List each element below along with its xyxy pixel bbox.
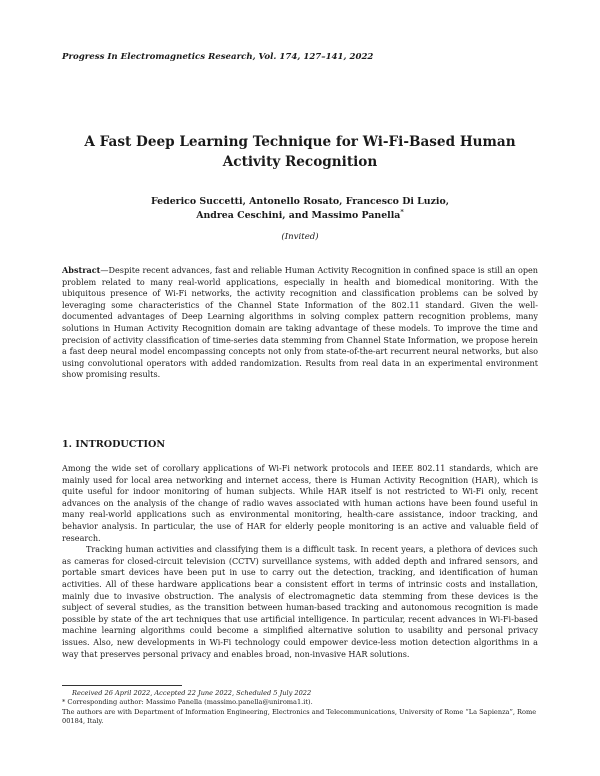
affiliation-note: The authors are with Department of Information Engineering, Electronics and Telecommunications, University of Rome “La Sapienza”, Rome 00184, Italy. — [62, 707, 537, 726]
paragraph: Among the wide set of corollary applications of Wi-Fi network protocols and IEEE 802.11 standards, which are mainly used for local area networking and internet access, there is Human Activity Recognition (HAR), which is quite useful for indoor monitoring of human subjects. While HAR itself is not restricted to Wi-Fi only, recent advances on the analysis of the change of radio waves associated with human actions have been found useful in many real-world applications such as environmental monitoring, health-care assistance, indoor tracking, and behavior analysis. In particular, the use of HAR for elderly people monitoring is an active and valuable field of research. — [62, 463, 538, 543]
corresponding-author-mark: * — [400, 207, 404, 216]
author-list — [62, 195, 538, 223]
abstract-text: —Despite recent advances, fast and reliable Human Activity Recognition in confined space is still an open problem related to many real-world applications, especially in health and biomedical monitoring. With the ubiquitous presence of Wi-Fi networks, the activity recognition and classification problems can be solved by leveraging some characteristics of the Channel State Information of the 802.11 standard. Given the well-documented advantages of Deep Learning algorithms in solving complex pattern recognition problems, many solutions in Human Activity Recognition domain are taking advantage of these models. To improve the time and precision of activity classification of time-series data stemming from Channel State Information, we propose herein a fast deep neural model encompassing concepts not only from state-of-the-art recurrent neural networks, but also using convolutional operators with added randomization. Results from real data in an experimental environment show promising results. — [62, 265, 538, 380]
footnote-divider — [62, 685, 182, 686]
section-heading: 1. INTRODUCTION — [62, 439, 166, 450]
invited-note: (Invited) — [281, 232, 319, 242]
paper-title: A Fast Deep Learning Technique for Wi-Fi-Based Human Activity Recognition — [84, 134, 516, 170]
author-line-2 — [62, 209, 538, 223]
paragraph: Tracking human activities and classifying them is a difficult task. In recent years, a plethora of devices such as cameras for closed-circuit television (CCTV) surveillance systems, with added depth and infrared sensors, and portable smart devices have been put in use to carry out the detection, tracking, and identification of human activities. All of these hardware applications bear a consistent effort in terms of intrinsic costs and installation, mainly due to invasive obstruction. The analysis of electromagnetic data stemming from these devices is the subject of several studies, as the transition between human-based tracking and autonomous recognition is made possible by state of the art techniques that use artificial intelligence. In particular, recent advances in Wi-Fi-based machine learning algorithms could become a simplified alternative solution to usability and personal privacy issues. Also, new developments in Wi-Fi technology could empower device-less motion detection algorithms in a way that preserves personal privacy and enables broad, non-invasive HAR solutions. — [62, 544, 538, 659]
received-dates: Received 26 April 2022, Accepted 22 June 2022, Scheduled 5 July 2022 — [72, 689, 312, 697]
author-line-1: Federico Succetti, Antonello Rosato, Francesco Di Luzio, — [151, 196, 449, 207]
abstract-label: Abstract — [62, 265, 101, 275]
corresponding-author-note: * Corresponding author: Massimo Panella (massimo.panella@uniroma1.it). — [62, 698, 313, 707]
abstract — [62, 265, 538, 381]
journal-header: Progress In Electromagnetics Research, Vol. 174, 127–141, 2022 — [62, 52, 374, 62]
footnotes — [62, 685, 538, 727]
author-line-2-text: Andrea Ceschini, and Massimo Panella — [196, 210, 401, 221]
section-body — [62, 463, 538, 660]
